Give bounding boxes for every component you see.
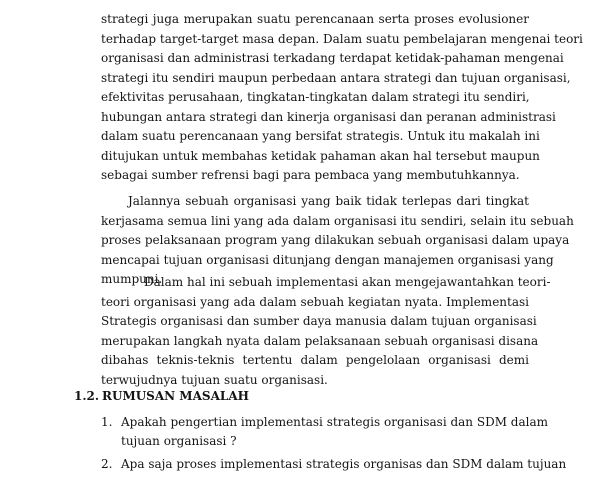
section-title: RUMUSAN MASALAH <box>102 389 249 403</box>
paragraph-line: kerjasama semua lini yang ada dalam organisasi itu sendiri, selain itu sebuah <box>101 213 574 228</box>
paragraph-line: Dalam hal ini sebuah implementasi akan mengejawantahkan teori- <box>144 275 551 289</box>
paragraph-line: sebagai sumber refrensi bagi para pembaca yang membutuhkannya. <box>101 168 520 182</box>
paragraph-line: strategi juga merupakan suatu perencanaan serta proses evolusioner <box>101 12 529 26</box>
paragraph-line: Strategis organisasi dan sumber daya manusia dalam tujuan organisasi <box>101 314 537 328</box>
paragraph-line: teori organisasi yang ada dalam sebuah kegiatan nyata. Implementasi <box>101 294 529 309</box>
list-item-text: Apakah pengertian implementasi strategis organisasi dan SDM dalam <box>121 415 548 429</box>
paragraph-line: mencapai tujuan organisasi ditunjang dengan manajemen organisasi yang <box>101 252 554 267</box>
paragraph-line: merupakan langkah nyata dalam pelaksanaan sebuah organisasi disana <box>101 333 539 348</box>
list-item-text: Apa saja proses implementasi strategis organisas dan SDM dalam tujuan <box>121 457 567 471</box>
paragraph-line: strategi itu sendiri maupun perbedaan antara strategi dan tujuan organisasi, <box>101 70 571 85</box>
cropped-top-line <box>101 0 529 9</box>
list-item-number: 1. <box>101 415 113 429</box>
paragraph-line: ditujukan untuk membahas ketidak pahaman akan hal tersebut maupun <box>101 148 540 163</box>
list-item-text: tujuan organisasi ? <box>121 434 237 448</box>
list-item-number: 2. <box>101 457 113 471</box>
section-heading <box>74 387 249 405</box>
paragraph-line: proses pelaksanaan program yang dilakukan sebuah organisasi dalam upaya <box>101 233 570 247</box>
paragraph-line: organisasi dan administrasi terkadang terdapat ketidak-pahaman mengenai <box>101 51 564 65</box>
paragraph-line: efektivitas perusahaan, tingkatan-tingkatan dalam strategi itu sendiri, <box>101 90 530 104</box>
paragraph-line: terhadap target-target masa depan. Dalam suatu pembelajaran mengenai teori <box>101 31 583 46</box>
section-number: 1.2. <box>74 389 100 403</box>
paragraph-line: Jalannya sebuah organisasi yang baik tidak terlepas dari tingkat <box>128 194 529 208</box>
paragraph-line: dalam suatu perencanaan yang bersifat strategis. Untuk itu makalah ini <box>101 129 540 143</box>
paragraph-line: dibahas teknis-teknis tertentu dalam pengelolaan organisasi demi <box>101 353 529 367</box>
paragraph-line: mumpuni. <box>101 272 163 286</box>
paragraph-line: terwujudnya tujuan suatu organisasi. <box>101 372 328 387</box>
paragraph-line: hubungan antara strategi dan kinerja organisasi dan peranan administrasi <box>101 109 556 124</box>
